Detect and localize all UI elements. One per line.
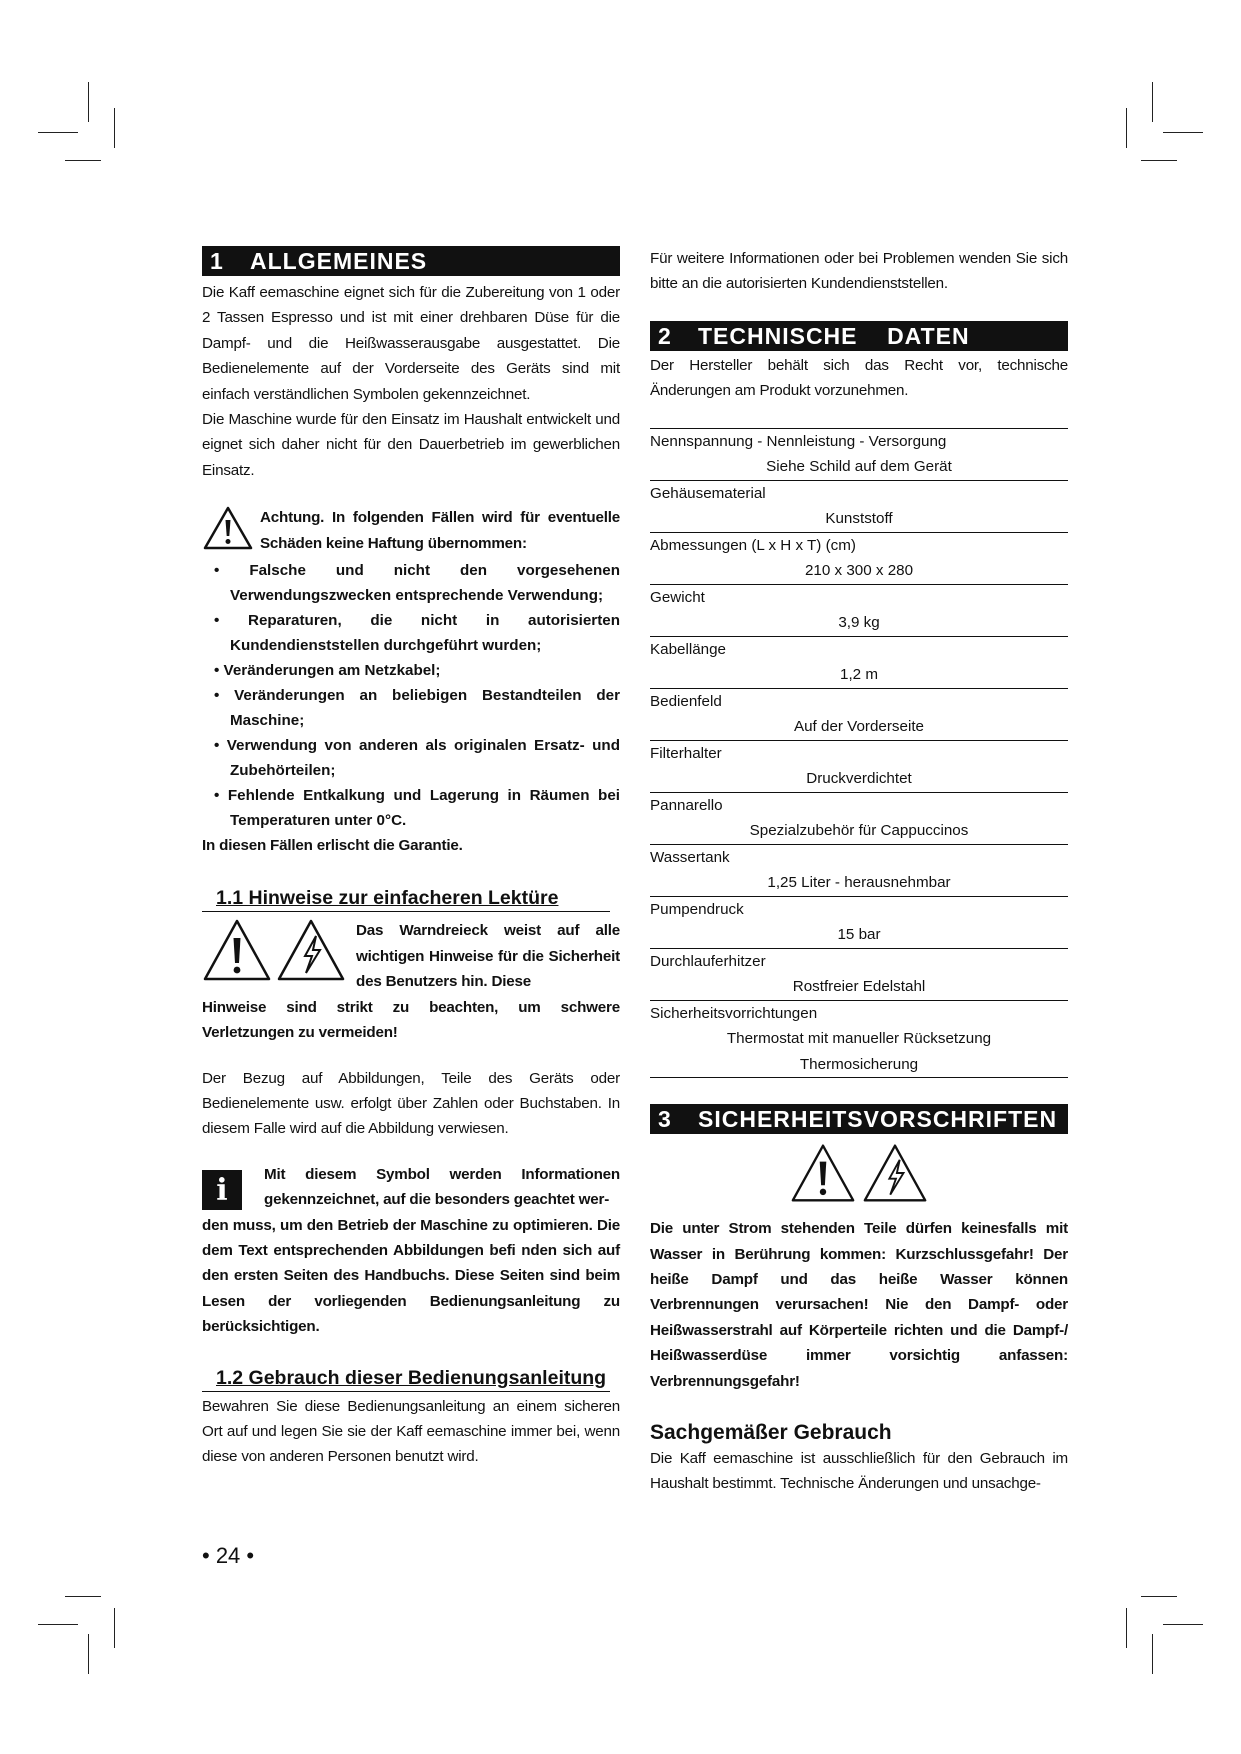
spec-value: Kunststoff xyxy=(825,510,893,528)
spec-value: 1,25 Liter - herausnehmbar xyxy=(767,874,951,892)
spec-label: Bedienfeld xyxy=(650,688,1068,714)
spec-label: Sicherheitsvorrichtungen xyxy=(650,1000,1068,1026)
proper-use-title: Sachgemäßer Gebrauch xyxy=(650,1420,892,1444)
section-number: 1 xyxy=(210,248,224,274)
crop-mark xyxy=(1163,1624,1203,1625)
spec-label: Gehäusematerial xyxy=(650,480,1068,506)
list-item: • Verwendung von anderen als originalen Ersatz- und Zubehörteilen; xyxy=(202,733,620,783)
warning-lead: Achtung. In folgenden Fällen wird für eventuelle Schäden keine Haftung übernommen: xyxy=(260,509,620,552)
spec-value: Siehe Schild auf dem Gerät xyxy=(766,458,952,476)
spec-label: Kabellänge xyxy=(650,636,1068,662)
safety-icons xyxy=(650,1142,1068,1206)
crop-mark xyxy=(1126,108,1127,148)
crop-mark xyxy=(38,1624,78,1625)
left-column xyxy=(202,246,620,1470)
warning-symbol-text: Das Warndreieck weist auf alle wichtigen Hinweise für die Sicherheit des Benutzers hin. Diese xyxy=(356,922,620,991)
crop-mark xyxy=(1126,1608,1127,1648)
spec-table xyxy=(650,428,1068,1079)
section-3-header xyxy=(650,1104,1068,1134)
right-column xyxy=(650,246,1068,1497)
info-icon xyxy=(202,1170,242,1210)
spec-label: Pumpendruck xyxy=(650,896,1068,922)
crop-mark xyxy=(1152,1634,1153,1674)
list-item: • Reparaturen, die nicht in autorisierten Kundendienststellen durchgeführt wurden; xyxy=(202,608,620,658)
crop-mark xyxy=(1152,82,1153,122)
warning-symbols-block xyxy=(202,918,620,994)
electric-hazard-icon xyxy=(862,1142,928,1204)
crop-mark xyxy=(38,132,78,133)
section-number: 2 xyxy=(658,322,672,349)
section-title: ALLGEMEINES xyxy=(250,248,428,274)
crop-mark xyxy=(114,1608,115,1648)
spec-value: Thermostat mit manueller Rücksetzung xyxy=(726,1030,992,1048)
warning-triangle-icon xyxy=(790,1142,856,1204)
proper-use-text: Die Kaff eemaschine ist ausschließlich für den Gebrauch im Haushalt bestimmt. Technische Änderungen und unsachge- xyxy=(650,1449,1068,1493)
section-2-intro: Der Hersteller behält sich das Recht vor, technische Änderungen am Produkt vorzunehmen. xyxy=(650,356,1068,400)
section-1-header xyxy=(202,246,620,276)
crop-mark xyxy=(114,108,115,148)
subsection-1-1-title: 1.1 Hinweise zur einfacheren Lektüre xyxy=(202,886,610,912)
safety-warning: Die unter Strom stehenden Teile dürfen keinesfalls mit Wasser in Berührung kommen: Kurzschlussgefahr! Der heiße Dampf und das heiße Wasser können Verbrennungen verursachen! Nie den Dampf- oder Heißwasserstrahl auf Körperteile richten und die Dampf-/ Heißwasserdüse immer vorsichtig anfassen: Verbrennungsgefahr! xyxy=(650,1220,1068,1390)
section-number: 3 xyxy=(658,1106,672,1133)
subsection-1-2-text: Bewahren Sie diese Bedienungsanleitung an einem sicheren Ort auf und legen Sie sie der Kaff eemaschine immer bei, wenn diese von anderen Personen benutzt wird. xyxy=(202,1397,620,1466)
spec-label: Pannarello xyxy=(650,792,1068,818)
info-icon-letter: i xyxy=(216,1172,228,1208)
warning-symbol-text-cont: Hinweise sind strikt zu beachten, um schwere Verletzungen zu vermeiden! xyxy=(202,998,620,1042)
spec-label: Wassertank xyxy=(650,844,1068,870)
spec-value: 15 bar xyxy=(837,926,881,944)
section-title: TECHNISCHE DATEN xyxy=(698,322,970,349)
spec-label: Nennspannung - Nennleistung - Versorgung xyxy=(650,428,1068,454)
crop-mark xyxy=(1163,132,1203,133)
section-1-intro-2: Die Maschine wurde für den Einsatz im Haushalt entwickelt und eignet sich daher nicht für den Dauerbetrieb im gewerblichen Einsatz. xyxy=(202,411,620,479)
list-item: • Fehlende Entkalkung und Lagerung in Räumen bei Temperaturen unter 0°C. xyxy=(202,783,620,833)
list-item: • Veränderungen am Netzkabel; xyxy=(202,658,620,683)
spec-label: Durchlauferhitzer xyxy=(650,948,1068,974)
crop-mark xyxy=(1141,160,1177,161)
section-2-header xyxy=(650,321,1068,351)
subsection-1-2-title: 1.2 Gebrauch dieser Bedienungsanleitung xyxy=(202,1366,610,1392)
section-1-intro: Die Kaff eemaschine eignet sich für die Zubereitung von 1 oder 2 Tassen Espresso und ist mit einer drehbaren Düse für die Dampf- und die Heißwasserausgabe ausgestattet. Die Bedienelemente auf der Vorderseite des Geräts sind mit einfach verständlichen Symbolen gekennzeichnet. xyxy=(202,284,620,403)
spec-label: Abmessungen (L x H x T) (cm) xyxy=(650,532,1068,558)
warning-triangle-icon xyxy=(202,918,272,982)
crop-mark xyxy=(65,1596,101,1597)
spec-value: 1,2 m xyxy=(840,666,878,684)
page-number: • 24 • xyxy=(202,1543,255,1568)
guarantee-note: In diesen Fällen erlischt die Garantie. xyxy=(202,837,463,855)
crop-mark xyxy=(1141,1596,1177,1597)
spec-label: Filterhalter xyxy=(650,740,1068,766)
spec-value: 210 x 300 x 280 xyxy=(804,562,914,580)
spec-value: Druckverdichtet xyxy=(806,770,912,788)
list-item: • Falsche und nicht den vorgesehenen Verwendungszwecken entsprechende Verwendung; xyxy=(202,558,620,608)
spec-value: 3,9 kg xyxy=(838,614,880,632)
electric-hazard-icon xyxy=(276,918,346,982)
liability-list xyxy=(202,558,620,833)
info-text-cont: den muss, um den Betrieb der Maschine zu optimieren. Die dem Text entsprechenden Abbildungen befi nden sich auf den ersten Seiten des Handbuchs. Diese Seiten sind beim Lesen der vorliegenden Bedienungsanleitung zu berücksichtigen. xyxy=(202,1216,620,1336)
spec-label: Gewicht xyxy=(650,584,1068,610)
info-text: Mit diesem Symbol werden Informationen gekennzeichnet, auf die besonders geachtet wer- xyxy=(264,1165,620,1209)
spec-value: Spezialzubehör für Cappuccinos xyxy=(749,822,969,840)
reference-text: Der Bezug auf Abbildungen, Teile des Geräts oder Bedienelemente usw. erfolgt über Zahlen oder Buchstaben. In diesem Falle wird auf die Abbildung verwiesen. xyxy=(202,1069,620,1138)
crop-mark xyxy=(65,160,101,161)
liability-warning xyxy=(202,505,620,556)
info-block xyxy=(202,1162,620,1213)
crop-mark xyxy=(88,1634,89,1674)
spec-value: Rostfreier Edelstahl xyxy=(792,978,926,996)
spec-value: Thermosicherung xyxy=(650,1052,1068,1078)
list-item: • Veränderungen an beliebigen Bestandteilen der Maschine; xyxy=(202,683,620,733)
crop-mark xyxy=(88,82,89,122)
spec-value: Auf der Vorderseite xyxy=(793,718,924,736)
support-note: Für weitere Informationen oder bei Problemen wenden Sie sich bitte an die autorisierten Kundendienststellen. xyxy=(650,250,1068,293)
warning-triangle-icon xyxy=(202,505,254,551)
section-title: SICHERHEITSVORSCHRIFTEN xyxy=(698,1106,1058,1133)
